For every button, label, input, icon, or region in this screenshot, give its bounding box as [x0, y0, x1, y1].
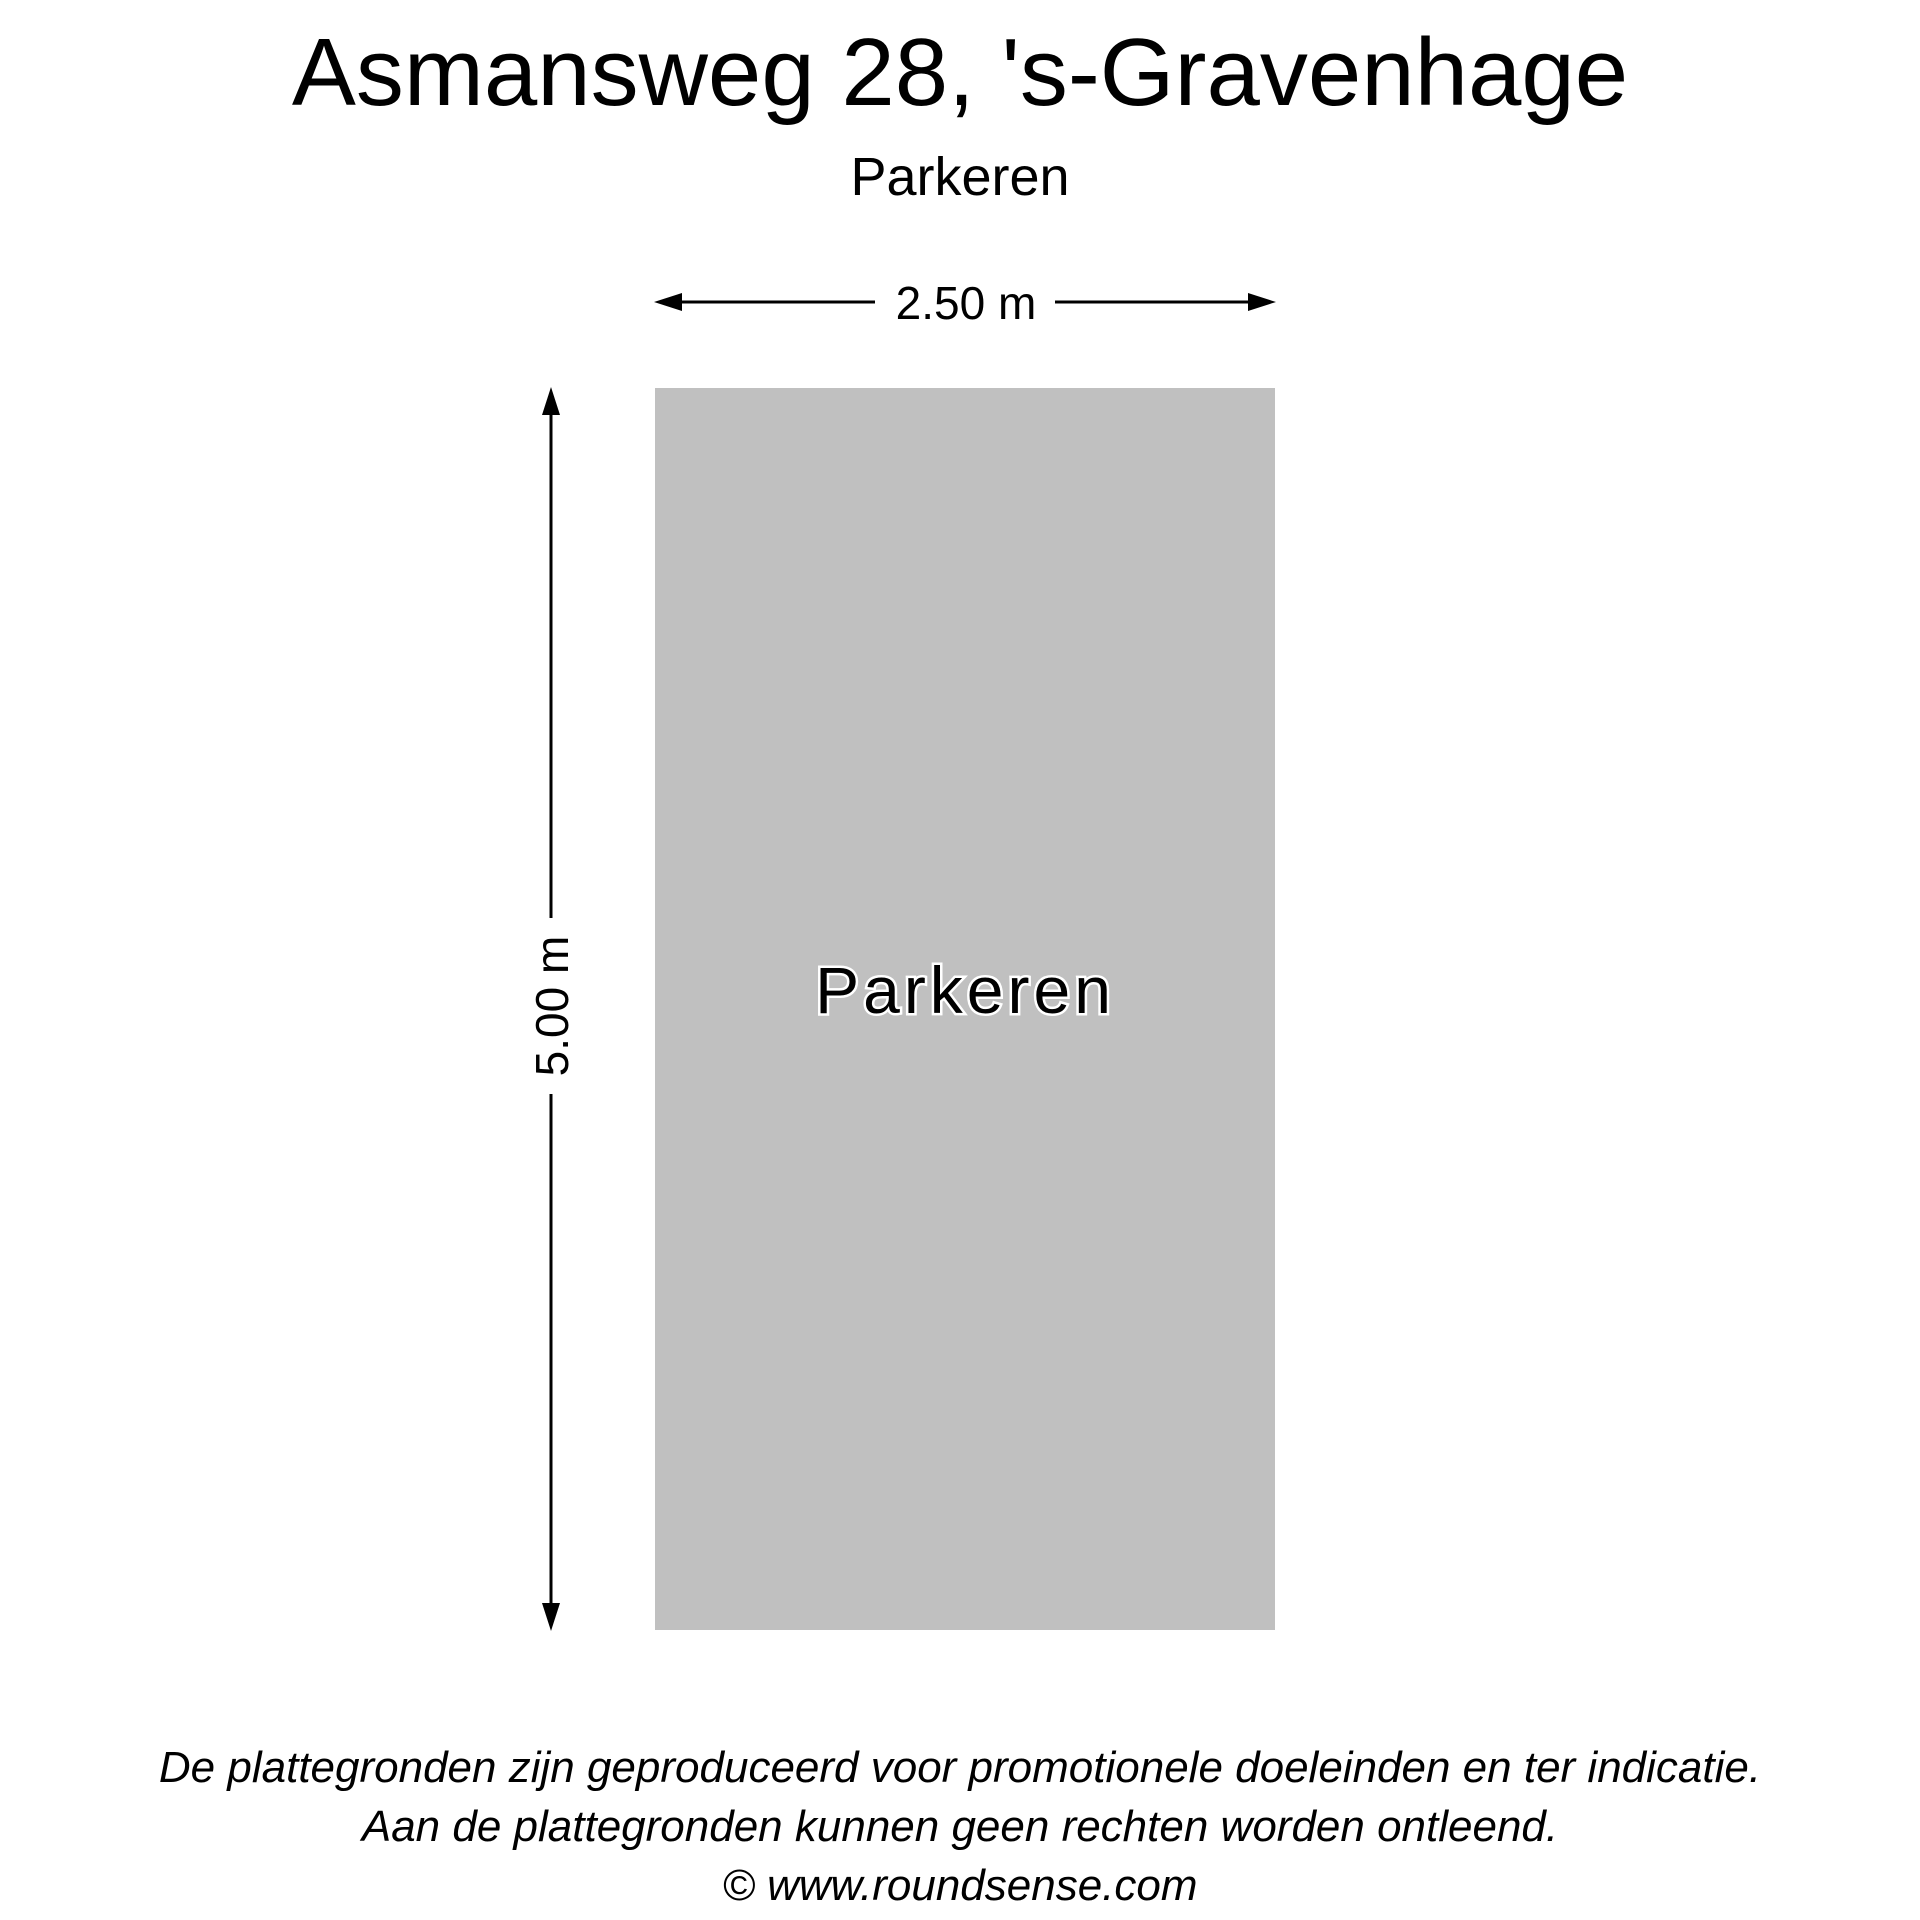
page-title: Asmansweg 28, 's-Gravenhage [291, 19, 1629, 126]
disclaimer-line-2: Aan de plattegronden kunnen geen rechten worden ontleend. [361, 1802, 1559, 1851]
width-dimension [654, 277, 1276, 329]
disclaimer [0, 1738, 1920, 1915]
arrow-up-icon [542, 387, 560, 415]
page-subtitle: Parkeren [850, 147, 1070, 207]
arrow-down-icon [542, 1603, 560, 1631]
width-label: 2.50 m [895, 277, 1037, 329]
disclaimer-line-1: De plattegronden zijn geproduceerd voor promotionele doeleinden en ter indicatie. [158, 1743, 1762, 1792]
height-label: 5.00 m [526, 935, 578, 1077]
arrow-left-icon [654, 293, 682, 311]
copyright-link[interactable]: © www.roundsense.com [722, 1861, 1198, 1910]
arrow-right-icon [1248, 293, 1276, 311]
height-dimension [526, 387, 578, 1631]
room-label: Parkeren [815, 953, 1115, 1027]
